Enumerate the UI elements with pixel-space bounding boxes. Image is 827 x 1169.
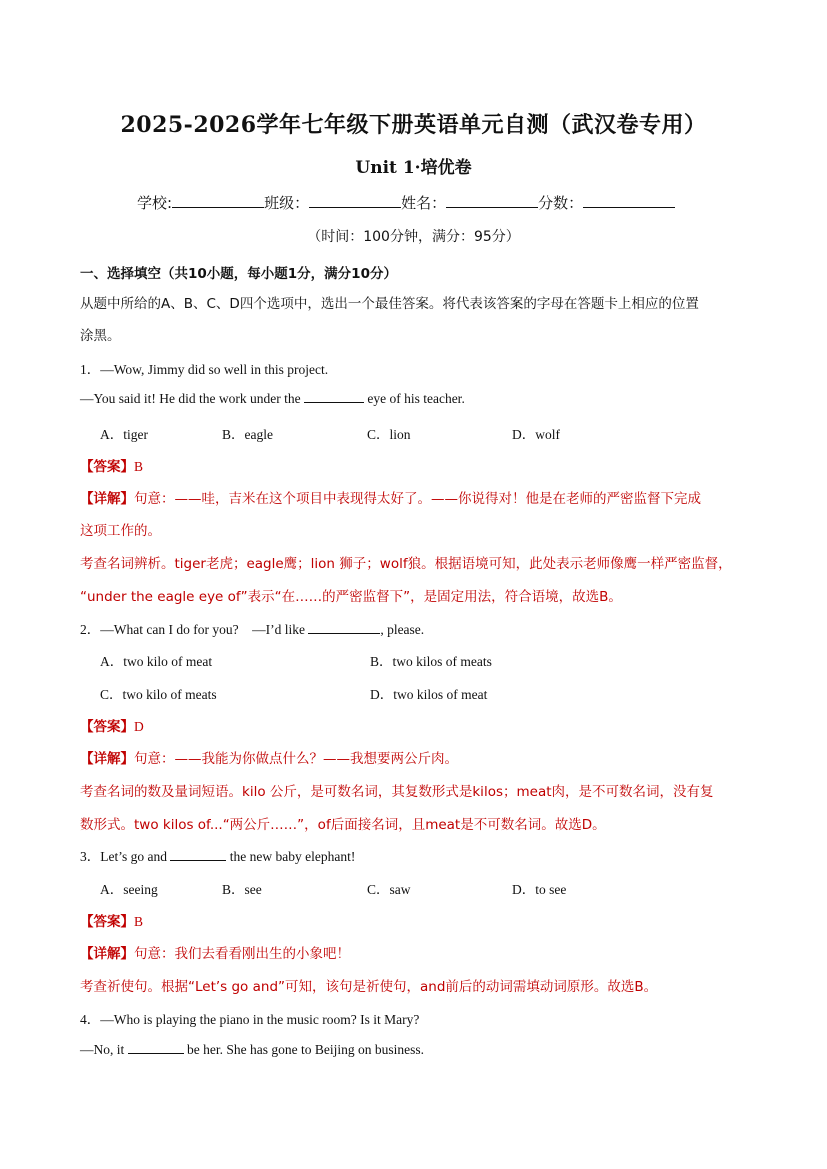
question-2-stem: 2．—What can I do for you? —I’d like <box>80 622 305 637</box>
question-2-option-d: D．two kilos of meat <box>370 687 488 702</box>
question-2-detail <box>80 747 458 767</box>
question-4-line-1: 4．—Who is playing the piano in the music room? Is it Mary? <box>80 1012 420 1027</box>
detail-text: 句意：——我能为你做点什么？——我想要两公斤肉。 <box>134 751 458 767</box>
question-2-blank <box>308 621 380 634</box>
answer-label: 【答案】 <box>80 719 134 735</box>
detail-label: 【详解】 <box>80 946 134 962</box>
name-label: 姓名： <box>401 194 447 212</box>
detail-label: 【详解】 <box>80 751 134 767</box>
section-instruction-cont: 涂黑。 <box>80 328 121 344</box>
question-4-line-2 <box>80 1041 424 1058</box>
question-3-stem-end: the new baby elephant! <box>229 849 356 864</box>
question-2-answer <box>80 715 144 735</box>
score-label: 分数： <box>538 194 584 212</box>
school-blank[interactable] <box>172 193 264 208</box>
section-instruction: 从题中所给的A、B、C、D四个选项中，选出一个最佳答案。将代表该答案的字母在答题卡上相应的位置 <box>80 296 699 312</box>
question-1-explain: 考查名词辨析。tiger老虎；eagle鹰；lion 狮子；wolf狼。根据语境可知，此处表示老师像鹰一样严密监督， <box>80 556 732 572</box>
name-blank[interactable] <box>446 193 538 208</box>
question-2-stem-end: , please. <box>380 622 425 637</box>
question-1-option-b: B．eagle <box>222 427 273 442</box>
answer-label: 【答案】 <box>80 914 134 930</box>
detail-text: 句意：我们去看看刚出生的小象吧！ <box>134 946 350 962</box>
answer-label: 【答案】 <box>80 459 134 475</box>
score-blank[interactable] <box>583 193 675 208</box>
question-3-answer <box>80 910 143 930</box>
student-info-line <box>137 192 675 213</box>
detail-label: 【详解】 <box>80 491 134 507</box>
question-1-option-c: C．lion <box>367 427 411 442</box>
question-2-explain-cont: 数形式。two kilos of...“两公斤……”，of后面接名词，且meat是不可数名词。故选D。 <box>80 817 606 833</box>
question-3-stem: 3．Let’s go and <box>80 849 167 864</box>
detail-text: 句意：——哇，吉米在这个项目中表现得太好了。——你说得对！他是在老师的严密监督下完成 <box>134 491 701 507</box>
question-1-explain-cont: “under the eagle eye of”表示“在……的严密监督下”，是固定用法，符合语境，故选B。 <box>80 589 622 605</box>
answer-value: B <box>134 914 144 929</box>
question-1-stem: —You said it! He did the work under the <box>80 391 301 406</box>
question-1-line-1: 1．—Wow, Jimmy did so well in this project. <box>80 362 329 377</box>
question-1-option-d: D．wolf <box>512 427 560 442</box>
question-4-stem: —No, it <box>80 1042 125 1057</box>
school-label: 学校: <box>137 194 173 212</box>
question-1-stem-end: eye of his teacher. <box>367 391 465 406</box>
question-1-detail-cont: 这项工作的。 <box>80 523 161 539</box>
question-1-option-a: A．tiger <box>100 427 148 442</box>
question-2-option-b: B．two kilos of meats <box>370 654 492 669</box>
question-3-line-1 <box>80 845 355 865</box>
question-3-detail <box>80 942 350 962</box>
page-subtitle: Unit 1·培优卷 <box>355 158 472 178</box>
answer-value: D <box>134 719 144 734</box>
question-3-option-b: B．see <box>222 882 262 897</box>
question-1-line-2 <box>80 390 465 407</box>
question-3-option-a: A．seeing <box>100 882 158 897</box>
question-1-detail <box>80 487 701 507</box>
page-title: 2025-2026学年七年级下册英语单元自测（武汉卷专用） <box>120 112 707 138</box>
time-info: （时间：100分钟，满分：95分） <box>307 229 520 245</box>
question-2-line-1 <box>80 618 424 638</box>
question-1-blank <box>304 390 364 403</box>
question-2-option-a: A．two kilo of meat <box>100 654 213 669</box>
question-4-stem-end: be her. She has gone to Beijing on business. <box>187 1042 424 1057</box>
question-3-blank <box>170 848 226 861</box>
class-blank[interactable] <box>309 193 401 208</box>
question-3-option-d: D．to see <box>512 882 567 897</box>
question-1-answer <box>80 455 143 475</box>
section-heading: 一、选择填空（共10小题，每小题1分，满分10分） <box>80 266 397 282</box>
question-3-explain: 考查祈使句。根据“Let’s go and”可知，该句是祈使句，and前后的动词需填动词原形。故选B。 <box>80 979 658 995</box>
question-4-blank <box>128 1041 184 1054</box>
class-label: 班级： <box>264 194 310 212</box>
answer-value: B <box>134 459 144 474</box>
question-2-option-c: C．two kilo of meats <box>100 687 217 702</box>
question-3-option-c: C．saw <box>367 882 411 897</box>
question-2-explain: 考查名词的数及量词短语。kilo 公斤，是可数名词，其复数形式是kilos；meat肉，是不可数名词，没有复 <box>80 784 714 800</box>
